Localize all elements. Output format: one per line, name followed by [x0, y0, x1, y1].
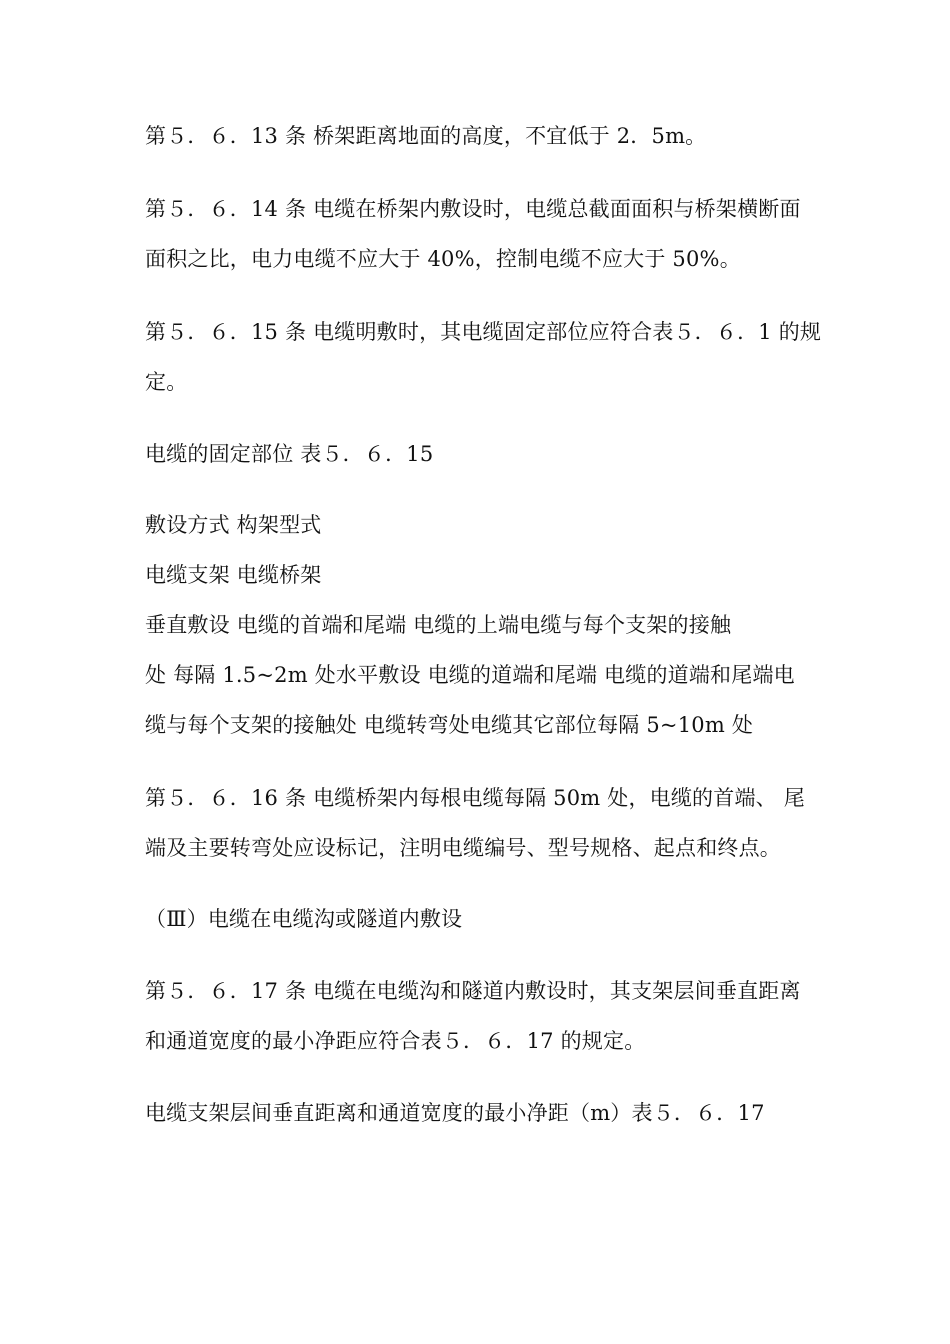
table-title-5-6-17: 电缆支架层间垂直距离和通道宽度的最小净距（m）表５．６．17: [145, 1101, 765, 1125]
table-title-5-6-15: 电缆的固定部位 表５．６．15: [145, 442, 434, 466]
clause-5-6-14-line-1: 第５．６．14 条 电缆在桥架内敷设时，电缆总截面面积与桥架横断面: [145, 197, 801, 221]
clause-5-6-13: 第５．６．13 条 桥架距离地面的高度，不宜低于 2．5m。: [145, 124, 707, 148]
clause-5-6-14-line-2: 面积之比，电力电缆不应大于 40%，控制电缆不应大于 50%。: [145, 247, 741, 271]
clause-5-6-17-line-1: 第５．６．17 条 电缆在电缆沟和隧道内敷设时，其支架层间垂直距离: [145, 979, 801, 1003]
clause-5-6-15-line-1: 第５．６．15 条 电缆明敷时，其电缆固定部位应符合表５．６．1 的规: [145, 320, 822, 344]
table-row-header-2: 电缆支架 电缆桥架: [145, 563, 322, 587]
clause-5-6-17-line-2: 和通道宽度的最小净距应符合表５．６．17 的规定。: [145, 1029, 646, 1053]
clause-5-6-16-line-1: 第５．６．16 条 电缆桥架内每根电缆每隔 50m 处，电缆的首端、 尾: [145, 786, 805, 810]
table-row-text-3: 缆与每个支架的接触处 电缆转弯处电缆其它部位每隔 5~10m 处: [145, 713, 754, 737]
clause-5-6-15-line-2: 定。: [145, 370, 188, 394]
table-row-text-2: 处 每隔 1.5~2m 处水平敷设 电缆的道端和尾端 电缆的道端和尾端电: [145, 663, 795, 687]
table-row-header-1: 敷设方式 构架型式: [145, 513, 322, 537]
section-heading-iii: （Ⅲ）电缆在电缆沟或隧道内敷设: [145, 907, 463, 931]
clause-5-6-16-line-2: 端及主要转弯处应设标记，注明电缆编号、型号规格、起点和终点。: [145, 836, 781, 860]
table-row-text-1: 垂直敷设 电缆的首端和尾端 电缆的上端电缆与每个支架的接触: [145, 613, 732, 637]
